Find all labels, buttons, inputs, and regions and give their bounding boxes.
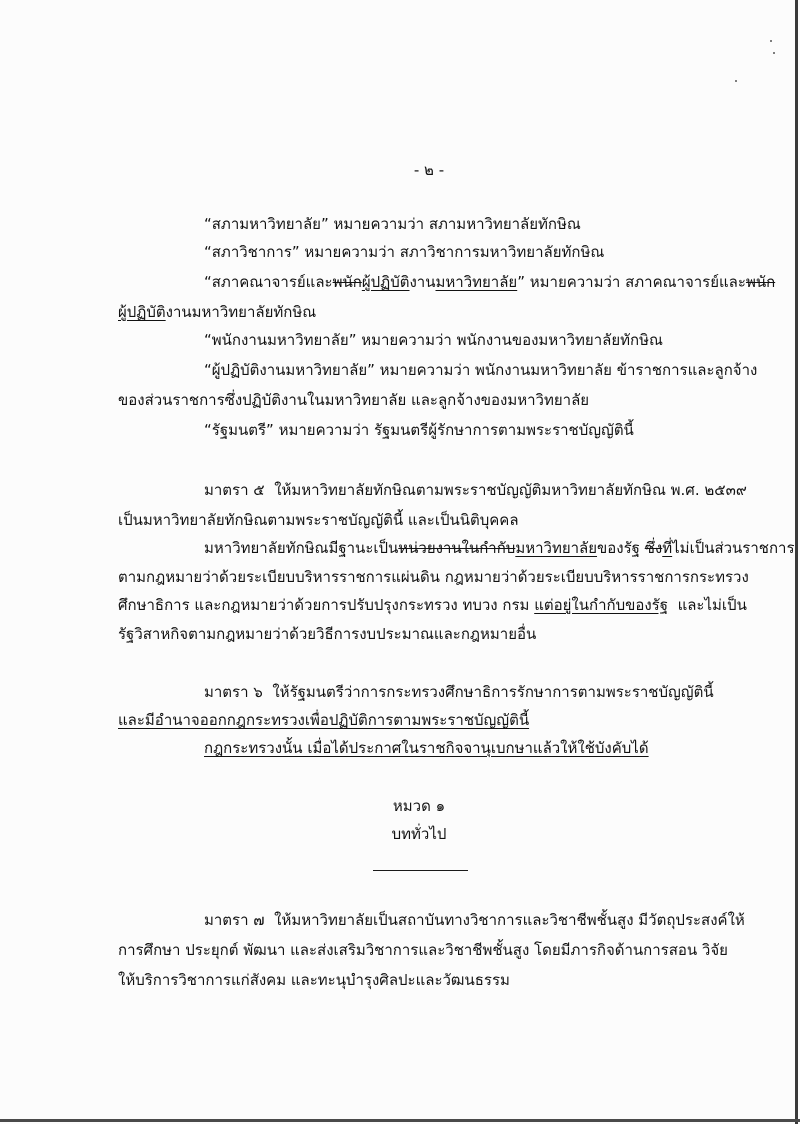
scan-edge-right bbox=[795, 0, 798, 1124]
text-segment: งานมหาวิทยาลัยทักษิณ bbox=[165, 303, 317, 321]
definition-academic-council: “สภาวิชาการ” หมายความว่า สภาวิชาการมหาวิทยาลัยทักษิณ bbox=[204, 243, 605, 261]
text-segment: ของรัฐ bbox=[597, 539, 645, 557]
inserted-text: มหาวิทยาลัย bbox=[515, 539, 598, 557]
scan-edge-bottom bbox=[0, 1119, 800, 1122]
definition-faculty-council bbox=[204, 270, 775, 294]
struck-text: พนัก bbox=[745, 273, 776, 291]
text-segment: “สภาคณาจารย์และ bbox=[204, 273, 333, 291]
inserted-text: ผู้ปฏิบัติ bbox=[118, 303, 166, 321]
section-5-line-5 bbox=[118, 593, 747, 617]
inserted-text: ที่ bbox=[662, 539, 673, 557]
chapter-title: หมวด ๑ bbox=[392, 797, 446, 815]
section-5-line-1: มาตรา ๕ ให้มหาวิทยาลัยทักษิณตามพระราชบัญญัติมหาวิทยาลัยทักษิณ พ.ศ. ๒๕๓๙ bbox=[204, 481, 747, 499]
scan-speck bbox=[773, 52, 775, 54]
scan-speck bbox=[770, 40, 772, 42]
section-6-line-2-inserted: และมีอำนาจออกกฎกระทรวงเพื่อปฏิบัติการตามพระราชบัญญัตินี้ bbox=[118, 711, 530, 729]
inserted-text: แต่อยู่ในกำกับของรัฐ bbox=[534, 596, 669, 614]
section-5-line-6: รัฐวิสาหกิจตามกฎหมายว่าด้วยวิธีการงบประมาณและกฎหมายอื่น bbox=[118, 625, 537, 643]
section-6-line-3-inserted: กฎกระทรวงนั้น เมื่อได้ประกาศในราชกิจจานุเบกษาแล้วให้ใช้บังคับได้ bbox=[204, 739, 649, 757]
definition-university-worker: “ผู้ปฏิบัติงานมหาวิทยาลัย” หมายความว่า พนักงานมหาวิทยาลัย ข้าราชการและลูกจ้าง bbox=[204, 361, 758, 379]
definition-minister: “รัฐมนตรี” หมายความว่า รัฐมนตรีผู้รักษาการตามพระราชบัญญัตินี้ bbox=[204, 421, 634, 439]
definition-university-council: “สภามหาวิทยาลัย” หมายความว่า สภามหาวิทยาลัยทักษิณ bbox=[204, 215, 581, 233]
struck-text: หน่วยงานในกำกับ bbox=[398, 539, 516, 557]
definition-university-worker-cont: ของส่วนราชการซึ่งปฏิบัติงานในมหาวิทยาลัย และลูกจ้างของมหาวิทยาลัย bbox=[118, 391, 590, 409]
section-7-line-3: ให้บริการวิชาการแก่สังคม และทะนุบำรุงศิลปะและวัฒนธรรม bbox=[118, 971, 510, 989]
chapter-divider bbox=[373, 870, 468, 871]
text-segment: และไม่เป็น bbox=[668, 596, 747, 614]
struck-text: พนัก bbox=[332, 273, 362, 291]
text-segment: มหาวิทยาลัยทักษิณมีฐานะเป็น bbox=[204, 539, 399, 557]
definition-faculty-council-cont bbox=[118, 300, 316, 324]
section-5-line-4: ตามกฎหมายว่าด้วยระเบียบบริหารราชการแผ่นดิน กฎหมายว่าด้วยระเบียบบริหารราชการกระทรวง bbox=[118, 568, 749, 586]
inserted-text: มหาวิทยาลัย bbox=[435, 273, 518, 291]
text-segment: ศึกษาธิการ และกฎหมายว่าด้วยการปรับปรุงกระทรวง ทบวง กรม bbox=[118, 596, 535, 614]
chapter-subtitle: บททั่วไป bbox=[391, 825, 447, 843]
inserted-text: ผู้ปฏิบัติ bbox=[361, 273, 410, 291]
section-5-line-2: เป็นมหาวิทยาลัยทักษิณตามพระราชบัญญัตินี้ และเป็นนิติบุคคล bbox=[118, 511, 519, 529]
section-7-line-1: มาตรา ๗ ให้มหาวิทยาลัยเป็นสถาบันทางวิชาการและวิชาชีพชั้นสูง มีวัตถุประสงค์ให้ bbox=[204, 911, 745, 929]
section-5-status bbox=[204, 536, 795, 560]
section-6-line-1: มาตรา ๖ ให้รัฐมนตรีว่าการกระทรวงศึกษาธิการรักษาการตามพระราชบัญญัตินี้ bbox=[204, 683, 714, 701]
section-7-line-2: การศึกษา ประยุกต์ พัฒนา และส่งเสริมวิชาการและวิชาชีพชั้นสูง โดยมีภารกิจด้านการสอน วิจัย bbox=[118, 941, 728, 959]
text-segment: งาน bbox=[409, 273, 436, 291]
scan-speck bbox=[735, 80, 737, 82]
definition-university-employee: “พนักงานมหาวิทยาลัย” หมายความว่า พนักงานของมหาวิทยาลัยทักษิณ bbox=[204, 331, 663, 349]
text-segment: ไม่เป็นส่วนราชการ bbox=[672, 539, 795, 557]
page-number: - ๒ - bbox=[413, 161, 445, 179]
struck-text: ซึ่ง bbox=[644, 539, 663, 557]
text-segment: ” หมายความว่า สภาคณาจารย์และ bbox=[517, 273, 746, 291]
